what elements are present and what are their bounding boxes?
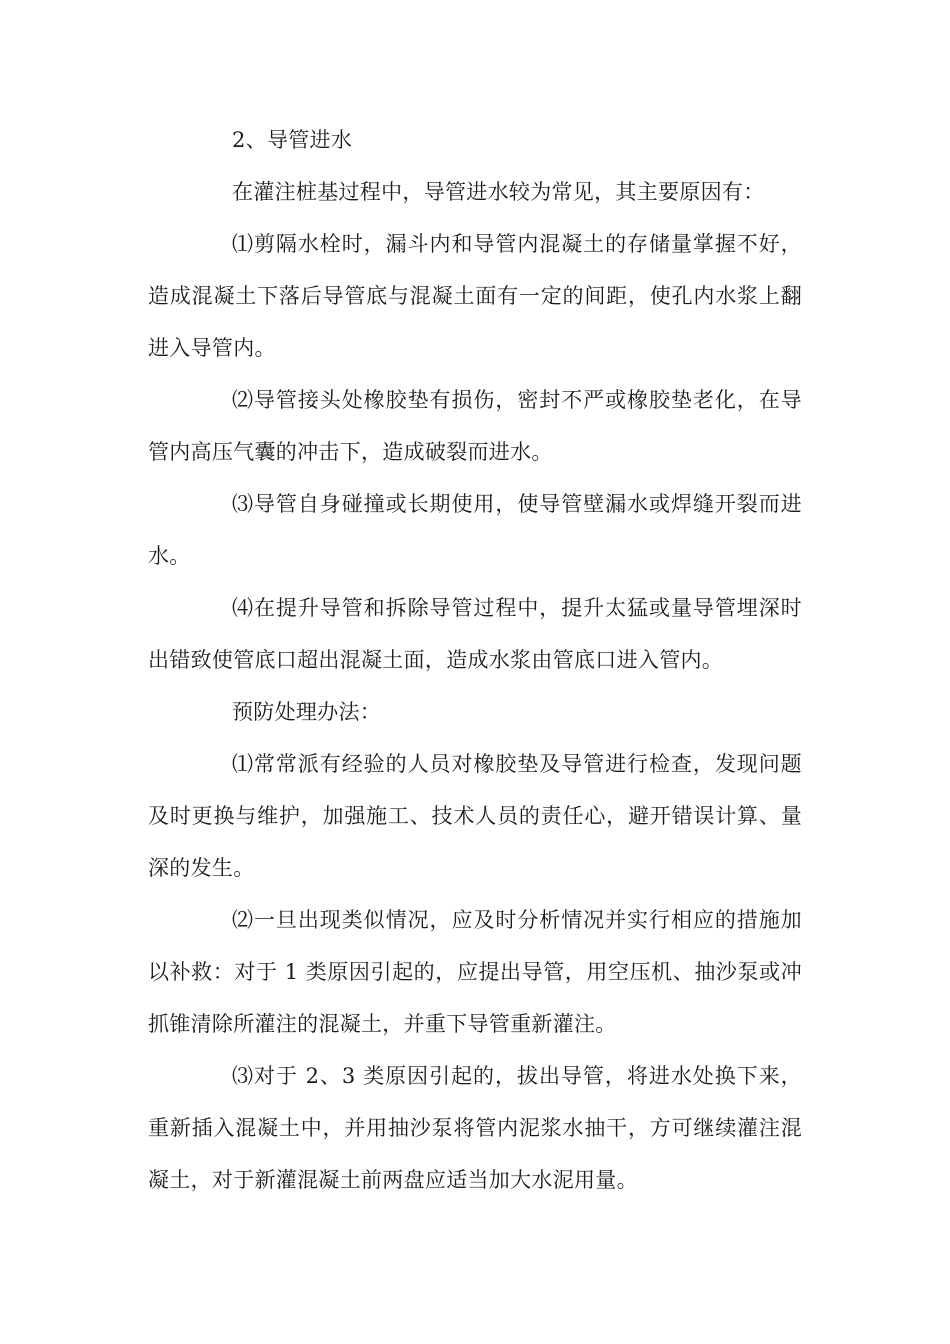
section-heading: 2、导管进水 bbox=[232, 128, 353, 152]
cause-item-3: ⑶导管自身碰撞或长期使用，使导管壁漏水或焊缝开裂而进水。 bbox=[148, 492, 802, 568]
prevention-item-1: ⑴常常派有经验的人员对橡胶垫及导管进行检查，发现问题及时更换与维护，加强施工、技术人员的责任心，避开错误计算、量深的发生。 bbox=[148, 752, 802, 880]
intro-paragraph: 在灌注桩基过程中，导管进水较为常见，其主要原因有： bbox=[232, 180, 765, 204]
prevention-item-2: ⑵一旦出现类似情况，应及时分析情况并实行相应的措施加以补救：对于 1 类原因引起的，应提出导管，用空压机、抽沙泵或冲抓锥清除所灌注的混凝土，并重下导管重新灌注。 bbox=[148, 908, 802, 1036]
prevention-item-3: ⑶对于 2、3 类原因引起的，拔出导管，将进水处换下来，重新插入混凝土中，并用抽沙泵将管内泥浆水抽干，方可继续灌注混凝土，对于新灌混凝土前两盘应适当加大水泥用量。 bbox=[148, 1064, 802, 1192]
prevention-heading: 预防处理办法： bbox=[232, 700, 382, 724]
cause-item-1: ⑴剪隔水栓时，漏斗内和导管内混凝土的存储量掌握不好，造成混凝土下落后导管底与混凝土面有一定的间距，使孔内水浆上翻进入导管内。 bbox=[148, 232, 802, 360]
cause-item-4: ⑷在提升导管和拆除导管过程中，提升太猛或量导管埋深时出错致使管底口超出混凝土面，造成水浆由管底口进入管内。 bbox=[148, 596, 802, 672]
document-body bbox=[148, 114, 802, 1206]
cause-item-2: ⑵导管接头处橡胶垫有损伤，密封不严或橡胶垫老化，在导管内高压气囊的冲击下，造成破裂而进水。 bbox=[148, 388, 802, 464]
